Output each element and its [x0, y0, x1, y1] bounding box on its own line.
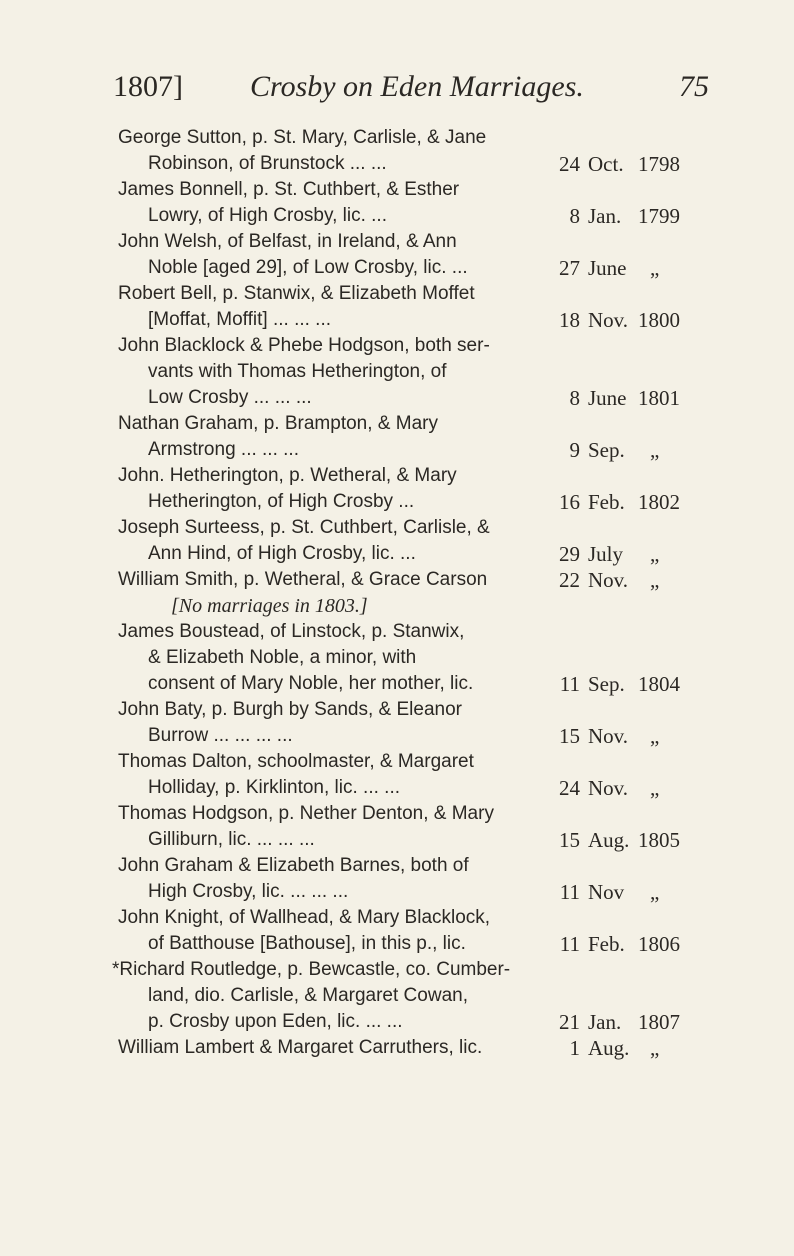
entry-month: Aug.: [588, 828, 630, 852]
entry-day: 15: [559, 828, 580, 852]
page-number: 75: [679, 70, 709, 103]
header-year: 1807]: [113, 70, 183, 103]
entry-year: 1802: [638, 490, 680, 514]
entry-day: 22: [559, 568, 580, 592]
entry-year: „: [650, 776, 660, 800]
entry-line: Low Crosby ... ... ...: [148, 387, 312, 408]
entry-line: James Boustead, of Linstock, p. Stanwix,: [118, 621, 465, 642]
entry-line: of Batthouse [Bathouse], in this p., lic.: [148, 933, 466, 954]
entry-line: William Smith, p. Wetheral, & Grace Carson: [118, 569, 488, 590]
entry-line: George Sutton, p. St. Mary, Carlisle, & Jane: [118, 127, 487, 148]
entry-month: Sep.: [588, 672, 625, 696]
entry-year: 1798: [638, 152, 680, 176]
entry-month: Oct.: [588, 152, 624, 176]
entry-month: Feb.: [588, 490, 625, 514]
entry-month: Nov.: [588, 308, 629, 332]
entry-year: 1806: [638, 932, 680, 956]
entry-month: Aug.: [588, 1036, 630, 1060]
entry-line: James Bonnell, p. St. Cuthbert, & Esther: [118, 179, 460, 200]
entry-line: & Elizabeth Noble, a minor, with: [148, 647, 417, 668]
entry-day: 8: [569, 204, 580, 228]
entry-line: William Lambert & Margaret Carruthers, lic.: [118, 1037, 483, 1058]
entry-month: Jan.: [588, 204, 622, 228]
entry-day: 27: [559, 256, 580, 280]
entry-line: Nathan Graham, p. Brampton, & Mary: [118, 413, 438, 434]
entry-year: 1804: [638, 672, 680, 696]
entry-year: „: [650, 438, 660, 462]
entry-day: 9: [569, 438, 580, 462]
entry-day: 18: [559, 308, 580, 332]
entry-month: July: [588, 542, 624, 566]
entry-month: June: [588, 256, 627, 280]
entry-month: Nov.: [588, 724, 629, 748]
entry-line: p. Crosby upon Eden, lic. ... ...: [148, 1011, 403, 1032]
entry-line: land, dio. Carlisle, & Margaret Cowan,: [148, 985, 468, 1006]
entry-line: Burrow ... ... ... ...: [148, 725, 293, 746]
entry-day: 8: [569, 386, 580, 410]
entry-line: John Welsh, of Belfast, in Ireland, & Ann: [118, 231, 457, 252]
entry-line: Thomas Dalton, schoolmaster, & Margaret: [118, 751, 474, 772]
entry-month: Jan.: [588, 1010, 622, 1034]
header-title: Crosby on Eden Marriages.: [250, 70, 584, 103]
entry-line: vants with Thomas Hetherington, of: [148, 361, 447, 382]
entry-day: 24: [559, 776, 580, 800]
entry-year: „: [650, 256, 660, 280]
entry-year: „: [650, 568, 660, 592]
entry-line: Gilliburn, lic. ... ... ...: [148, 829, 315, 850]
entry-month: Nov.: [588, 568, 629, 592]
entry-line: Noble [aged 29], of Low Crosby, lic. ...: [148, 257, 468, 278]
entry-day: 11: [559, 672, 580, 696]
entry-line: John Blacklock & Phebe Hodgson, both ser-: [118, 335, 490, 356]
entry-day: 11: [559, 880, 580, 904]
entry-year: „: [650, 724, 660, 748]
entry-day: 21: [559, 1010, 580, 1034]
entry-day: 24: [559, 152, 580, 176]
entry-year: 1799: [638, 204, 680, 228]
entry-month: Sep.: [588, 438, 625, 462]
entry-year: 1807: [638, 1010, 680, 1034]
entry-line: John Knight, of Wallhead, & Mary Blacklock,: [118, 907, 491, 928]
page-header: [113, 70, 709, 114]
entry-month: Nov: [588, 880, 625, 904]
entry-line: Hetherington, of High Crosby ...: [148, 491, 415, 512]
entry-year: „: [650, 880, 660, 904]
entry-year: 1801: [638, 386, 680, 410]
entry-line: Joseph Surteess, p. St. Cuthbert, Carlisle, &: [118, 517, 490, 538]
entry-line: Robert Bell, p. Stanwix, & Elizabeth Moffet: [118, 283, 475, 304]
entry-month: Feb.: [588, 932, 625, 956]
entry-line: Robinson, of Brunstock ... ...: [148, 153, 387, 174]
entry-line: Ann Hind, of High Crosby, lic. ...: [148, 543, 416, 564]
no-marriages-note: [No marriages in 1803.]: [171, 595, 368, 617]
entry-year: 1800: [638, 308, 680, 332]
entry-year: „: [650, 542, 660, 566]
entry-day: 16: [559, 490, 580, 514]
entry-year: „: [650, 1036, 660, 1060]
entry-line: John. Hetherington, p. Wetheral, & Mary: [118, 465, 457, 486]
entry-line: Holliday, p. Kirklinton, lic. ... ...: [148, 777, 401, 798]
entry-day: 11: [559, 932, 580, 956]
entry-line: consent of Mary Noble, her mother, lic.: [148, 673, 474, 694]
entry-line: Thomas Hodgson, p. Nether Denton, & Mary: [118, 803, 494, 824]
entry-month: June: [588, 386, 627, 410]
entry-line: John Baty, p. Burgh by Sands, & Eleanor: [118, 699, 462, 720]
entry-line: Armstrong ... ... ...: [148, 439, 299, 460]
entry-month: Nov.: [588, 776, 629, 800]
entry-line: John Graham & Elizabeth Barnes, both of: [118, 855, 469, 876]
entry-line: *Richard Routledge, p. Bewcastle, co. Cumber-: [112, 959, 511, 980]
entry-day: 29: [559, 542, 580, 566]
entry-year: 1805: [638, 828, 680, 852]
entry-day: 15: [559, 724, 580, 748]
entry-day: 1: [569, 1036, 580, 1060]
entry-line: Lowry, of High Crosby, lic. ...: [148, 205, 387, 226]
entry-line: High Crosby, lic. ... ... ...: [148, 881, 349, 902]
entry-line: [Moffat, Moffit] ... ... ...: [148, 309, 332, 330]
